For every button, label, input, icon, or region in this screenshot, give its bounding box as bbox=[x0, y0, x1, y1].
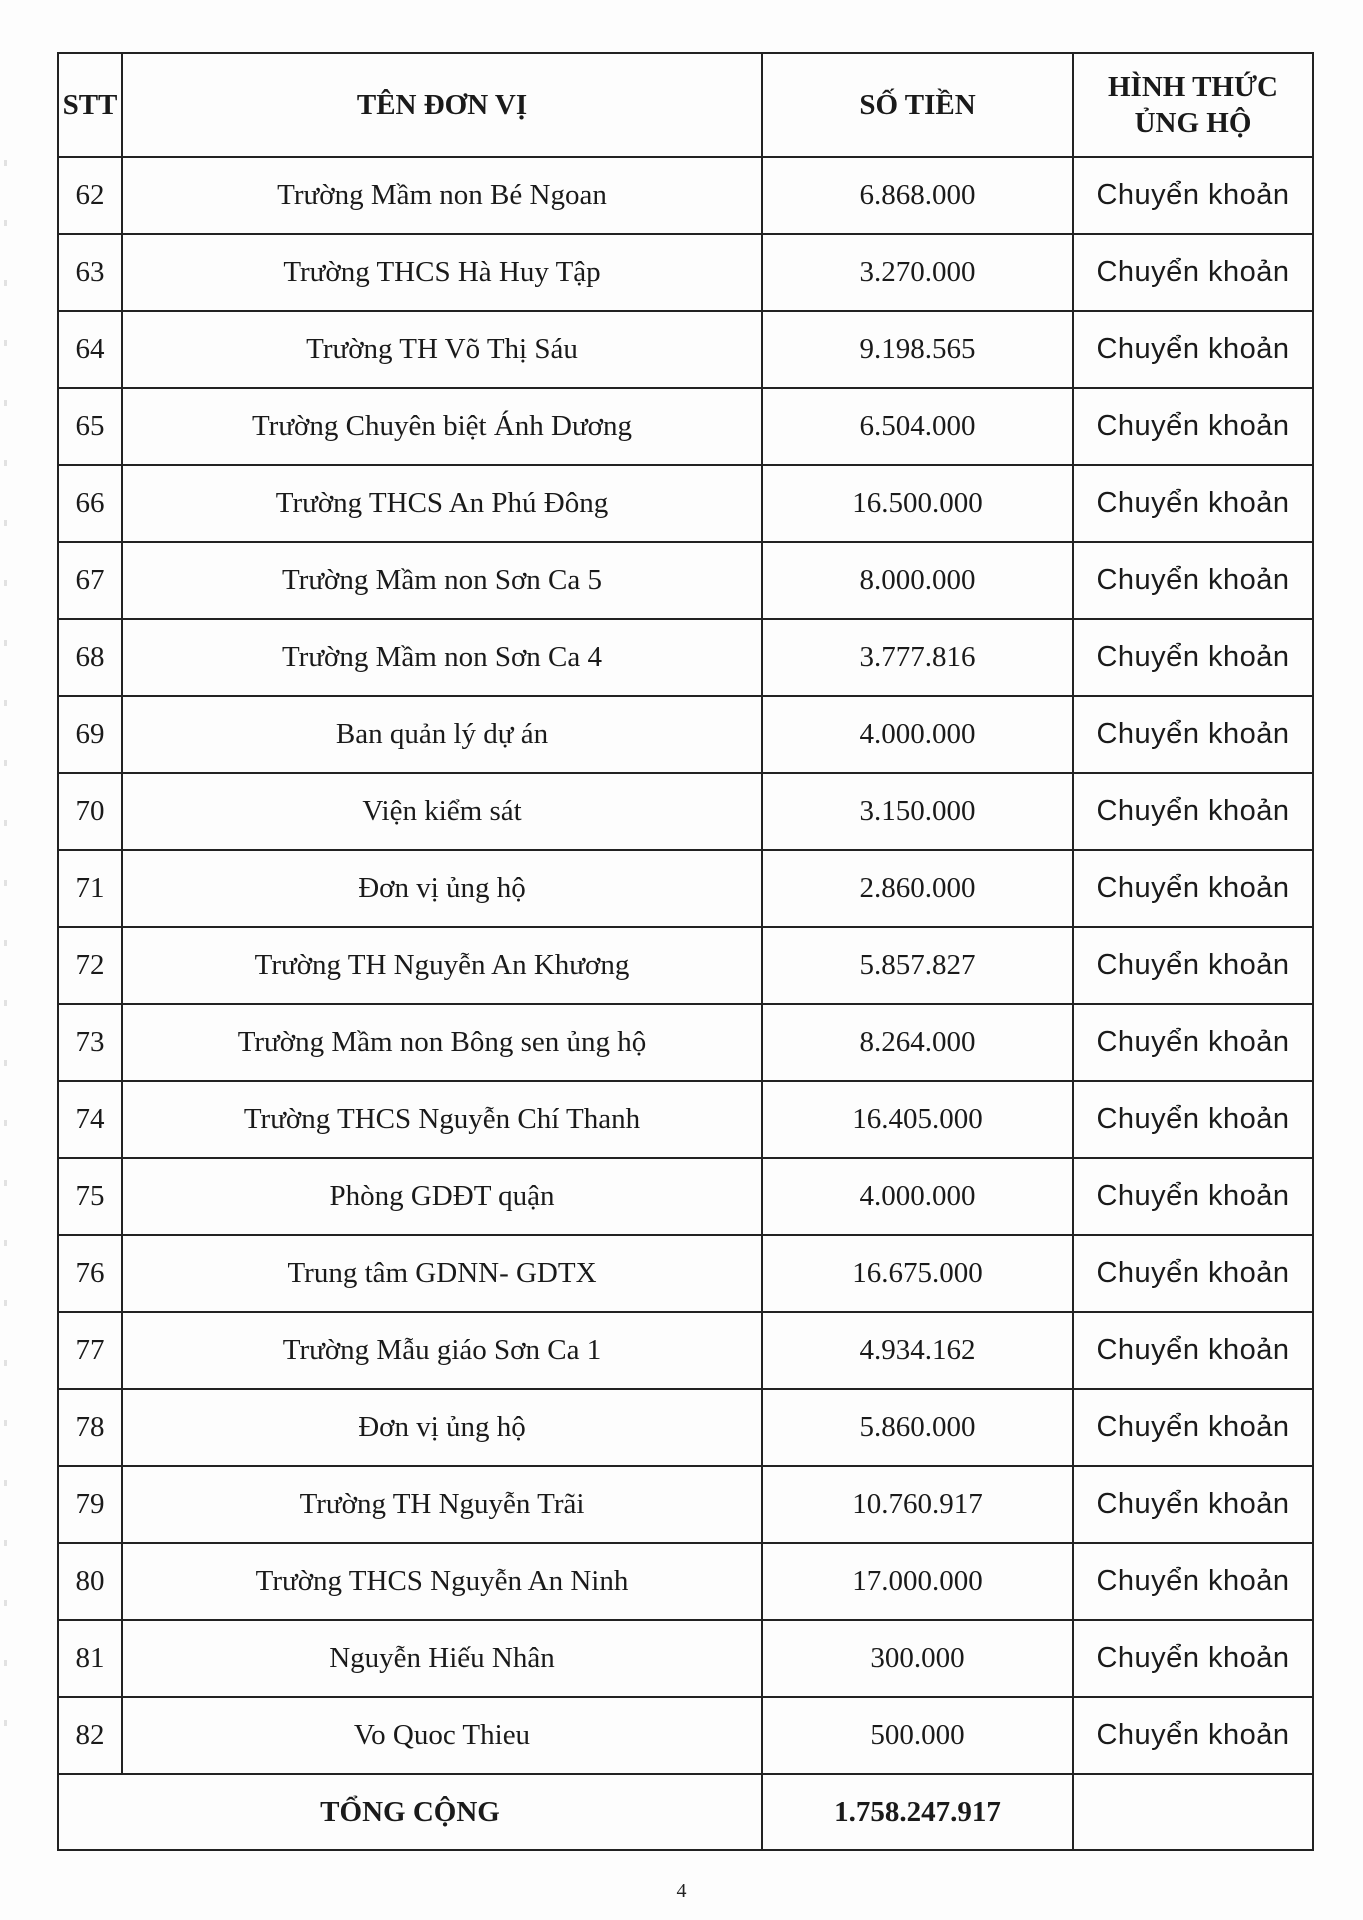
table-row bbox=[58, 773, 1313, 850]
row-stt: 78 bbox=[58, 1389, 122, 1466]
row-name: Nguyễn Hiếu Nhân bbox=[122, 1620, 762, 1697]
row-amount: 300.000 bbox=[762, 1620, 1073, 1697]
header-amount: SỐ TIỀN bbox=[762, 53, 1073, 157]
row-amount: 6.504.000 bbox=[762, 388, 1073, 465]
row-method: Chuyển khoản bbox=[1073, 542, 1313, 619]
row-method: Chuyển khoản bbox=[1073, 234, 1313, 311]
row-name: Trường TH Nguyễn An Khương bbox=[122, 927, 762, 1004]
total-label: TỔNG CỘNG bbox=[58, 1774, 762, 1850]
row-method: Chuyển khoản bbox=[1073, 1312, 1313, 1389]
row-amount: 10.760.917 bbox=[762, 1466, 1073, 1543]
table-row bbox=[58, 927, 1313, 1004]
row-name: Trường THCS Nguyễn An Ninh bbox=[122, 1543, 762, 1620]
row-name: Trường Mầm non Sơn Ca 4 bbox=[122, 619, 762, 696]
row-name: Ban quản lý dự án bbox=[122, 696, 762, 773]
row-name: Trường TH Võ Thị Sáu bbox=[122, 311, 762, 388]
row-name: Trường Mầm non Bé Ngoan bbox=[122, 157, 762, 234]
table-body bbox=[58, 157, 1313, 1774]
row-amount: 9.198.565 bbox=[762, 311, 1073, 388]
row-stt: 64 bbox=[58, 311, 122, 388]
table-row bbox=[58, 1158, 1313, 1235]
row-method: Chuyển khoản bbox=[1073, 1466, 1313, 1543]
row-name: Vo Quoc Thieu bbox=[122, 1697, 762, 1774]
row-stt: 73 bbox=[58, 1004, 122, 1081]
row-method: Chuyển khoản bbox=[1073, 1158, 1313, 1235]
row-name: Trường THCS An Phú Đông bbox=[122, 465, 762, 542]
row-stt: 67 bbox=[58, 542, 122, 619]
row-amount: 17.000.000 bbox=[762, 1543, 1073, 1620]
row-amount: 16.405.000 bbox=[762, 1081, 1073, 1158]
row-stt: 69 bbox=[58, 696, 122, 773]
row-stt: 68 bbox=[58, 619, 122, 696]
table-row bbox=[58, 1235, 1313, 1312]
row-name: Viện kiểm sát bbox=[122, 773, 762, 850]
row-method: Chuyển khoản bbox=[1073, 696, 1313, 773]
table-row bbox=[58, 1389, 1313, 1466]
scan-edge-marks bbox=[4, 160, 7, 1760]
table-row bbox=[58, 696, 1313, 773]
row-amount: 6.868.000 bbox=[762, 157, 1073, 234]
row-stt: 63 bbox=[58, 234, 122, 311]
row-stt: 77 bbox=[58, 1312, 122, 1389]
row-amount: 2.860.000 bbox=[762, 850, 1073, 927]
row-stt: 70 bbox=[58, 773, 122, 850]
row-amount: 4.000.000 bbox=[762, 696, 1073, 773]
total-method-empty bbox=[1073, 1774, 1313, 1850]
row-amount: 3.150.000 bbox=[762, 773, 1073, 850]
row-method: Chuyển khoản bbox=[1073, 1004, 1313, 1081]
row-name: Trung tâm GDNN- GDTX bbox=[122, 1235, 762, 1312]
row-method: Chuyển khoản bbox=[1073, 927, 1313, 1004]
row-method: Chuyển khoản bbox=[1073, 1543, 1313, 1620]
row-name: Phòng GDĐT quận bbox=[122, 1158, 762, 1235]
row-stt: 81 bbox=[58, 1620, 122, 1697]
row-name: Đơn vị ủng hộ bbox=[122, 850, 762, 927]
row-amount: 8.000.000 bbox=[762, 542, 1073, 619]
row-stt: 72 bbox=[58, 927, 122, 1004]
row-name: Trường Mẫu giáo Sơn Ca 1 bbox=[122, 1312, 762, 1389]
table-row bbox=[58, 234, 1313, 311]
row-stt: 79 bbox=[58, 1466, 122, 1543]
table-footer bbox=[58, 1774, 1313, 1850]
header-method: HÌNH THỨC ỦNG HỘ bbox=[1073, 53, 1313, 157]
row-stt: 74 bbox=[58, 1081, 122, 1158]
table-row bbox=[58, 1620, 1313, 1697]
row-method: Chuyển khoản bbox=[1073, 465, 1313, 542]
row-amount: 5.857.827 bbox=[762, 927, 1073, 1004]
row-name: Đơn vị ủng hộ bbox=[122, 1389, 762, 1466]
table-row bbox=[58, 311, 1313, 388]
donation-table bbox=[57, 52, 1314, 1851]
row-name: Trường Chuyên biệt Ánh Dương bbox=[122, 388, 762, 465]
row-amount: 4.000.000 bbox=[762, 1158, 1073, 1235]
row-stt: 71 bbox=[58, 850, 122, 927]
row-method: Chuyển khoản bbox=[1073, 619, 1313, 696]
table-row bbox=[58, 542, 1313, 619]
header-name: TÊN ĐƠN VỊ bbox=[122, 53, 762, 157]
table-row bbox=[58, 619, 1313, 696]
table-row bbox=[58, 1697, 1313, 1774]
row-amount: 3.270.000 bbox=[762, 234, 1073, 311]
row-amount: 500.000 bbox=[762, 1697, 1073, 1774]
page-number: 4 bbox=[676, 1880, 687, 1902]
row-amount: 4.934.162 bbox=[762, 1312, 1073, 1389]
table-row bbox=[58, 388, 1313, 465]
row-name: Trường TH Nguyễn Trãi bbox=[122, 1466, 762, 1543]
row-amount: 5.860.000 bbox=[762, 1389, 1073, 1466]
table-row bbox=[58, 850, 1313, 927]
header-row bbox=[58, 53, 1313, 157]
total-amount: 1.758.247.917 bbox=[762, 1774, 1073, 1850]
row-stt: 75 bbox=[58, 1158, 122, 1235]
row-method: Chuyển khoản bbox=[1073, 388, 1313, 465]
row-stt: 76 bbox=[58, 1235, 122, 1312]
row-amount: 8.264.000 bbox=[762, 1004, 1073, 1081]
row-method: Chuyển khoản bbox=[1073, 1081, 1313, 1158]
row-amount: 16.500.000 bbox=[762, 465, 1073, 542]
table-row bbox=[58, 1004, 1313, 1081]
table-row bbox=[58, 157, 1313, 234]
row-method: Chuyển khoản bbox=[1073, 773, 1313, 850]
row-method: Chuyển khoản bbox=[1073, 157, 1313, 234]
row-stt: 66 bbox=[58, 465, 122, 542]
row-stt: 80 bbox=[58, 1543, 122, 1620]
row-name: Trường THCS Hà Huy Tập bbox=[122, 234, 762, 311]
row-stt: 82 bbox=[58, 1697, 122, 1774]
row-name: Trường Mầm non Sơn Ca 5 bbox=[122, 542, 762, 619]
table-row bbox=[58, 465, 1313, 542]
table-row bbox=[58, 1312, 1313, 1389]
row-method: Chuyển khoản bbox=[1073, 1389, 1313, 1466]
row-amount: 16.675.000 bbox=[762, 1235, 1073, 1312]
row-stt: 65 bbox=[58, 388, 122, 465]
row-method: Chuyển khoản bbox=[1073, 1235, 1313, 1312]
row-name: Trường THCS Nguyễn Chí Thanh bbox=[122, 1081, 762, 1158]
total-row bbox=[58, 1774, 1313, 1850]
table-row bbox=[58, 1543, 1313, 1620]
row-stt: 62 bbox=[58, 157, 122, 234]
table-header bbox=[58, 53, 1313, 157]
row-method: Chuyển khoản bbox=[1073, 1620, 1313, 1697]
row-name: Trường Mầm non Bông sen ủng hộ bbox=[122, 1004, 762, 1081]
row-method: Chuyển khoản bbox=[1073, 311, 1313, 388]
table-row bbox=[58, 1466, 1313, 1543]
row-amount: 3.777.816 bbox=[762, 619, 1073, 696]
row-method: Chuyển khoản bbox=[1073, 1697, 1313, 1774]
header-stt: STT bbox=[58, 53, 122, 157]
row-method: Chuyển khoản bbox=[1073, 850, 1313, 927]
table-row bbox=[58, 1081, 1313, 1158]
